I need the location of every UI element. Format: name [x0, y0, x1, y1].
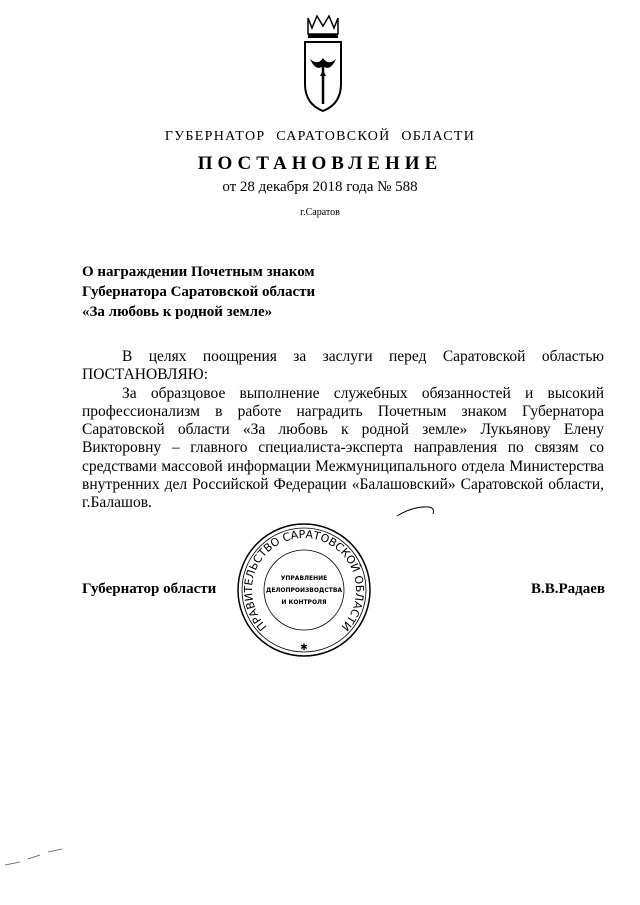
document-date-number: от 28 декабря 2018 года № 588 [222, 179, 418, 195]
coat-of-arms-emblem [300, 14, 346, 114]
document-type: ПОСТАНОВЛЕНИЕ [197, 153, 443, 174]
document-body [82, 348, 604, 513]
signatory-position: Губернатор области [82, 581, 217, 597]
paragraph-text: В целях поощрения за заслуги перед Саратовской областью [122, 348, 604, 365]
official-stamp [236, 522, 372, 658]
stamp-center-line: УПРАВЛЕНИЕ [280, 575, 328, 582]
body-paragraph-1 [82, 348, 604, 366]
stamp-center-line: ДЕЛОПРОИЗВОДСТВА [265, 587, 343, 594]
document-city: г.Саратов [300, 207, 340, 218]
issuing-authority: ГУБЕРНАТОР САРАТОВСКОЙ ОБЛАСТИ [164, 129, 476, 144]
document-subject [82, 262, 315, 322]
signatory-name: В.В.Радаев [531, 581, 606, 597]
subject-line: Губернатора Саратовской области [82, 284, 316, 300]
subject-line: О награждении Почетным знаком [82, 264, 315, 280]
stamp-center-line: И КОНТРОЛЯ [281, 599, 327, 606]
body-paragraph-2: За образцовое выполнение служебных обязанностей и высокий профессионализм в работе наградить Почетным знаком Губернатора Саратовской области «За любовь к родной земле» Лукьянову Елену Викторовну – главного специалиста-эксперта направления по связям со средствами массовой информации Межмуниципального отдела Министерства внутренних дел Российской Федерации «Балашовский» Саратовской области, г.Балашов. [82, 384, 604, 512]
subject-line: «За любовь к родной земле» [82, 304, 273, 320]
stamp-ring-text: ПРАВИТЕЛЬСТВО САРАТОВСКОЙ ОБЛАСТИ [241, 527, 367, 634]
handwritten-mark [0, 845, 70, 870]
decree-word: ПОСТАНОВЛЯЮ: [82, 366, 209, 384]
handwritten-mark [395, 500, 440, 520]
stamp-star-icon: ✱ [300, 642, 308, 652]
